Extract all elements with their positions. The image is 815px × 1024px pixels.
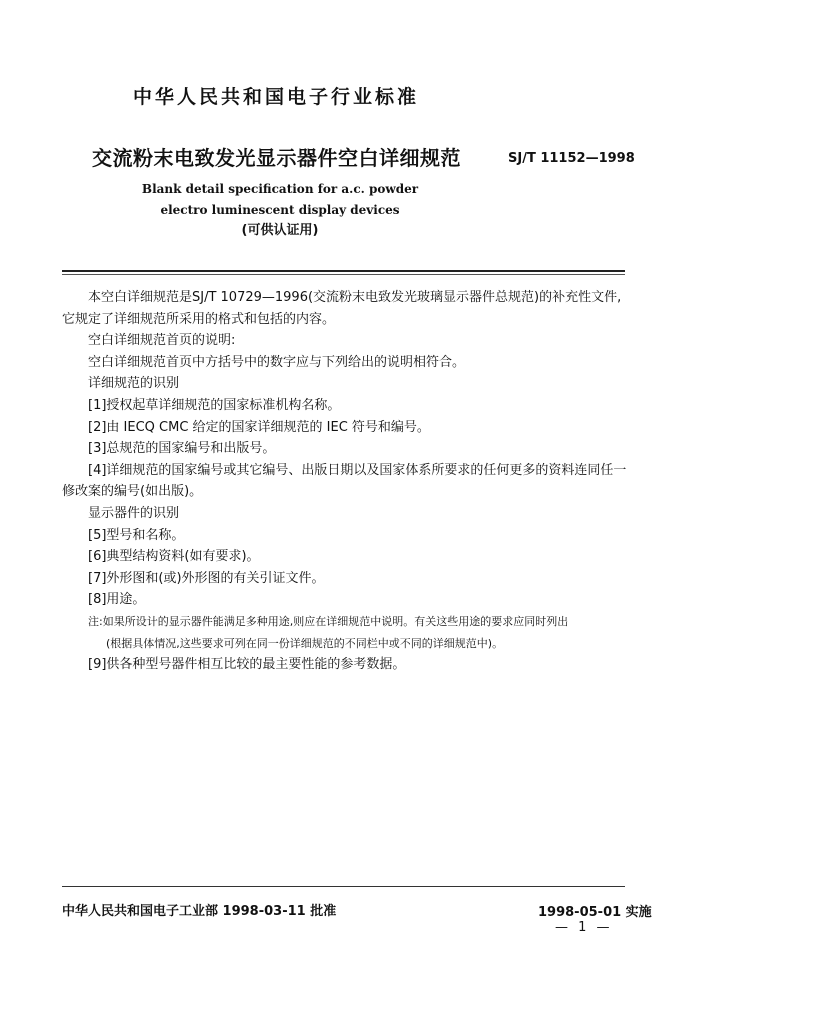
- list-item-3: [3]总规范的国家编号和出版号。: [88, 441, 276, 457]
- note-line-2: (根据具体情况,这些要求可列在同一份详细规范的不同栏中或不同的详细规范中)。: [106, 636, 504, 650]
- list-item-9: [9]供各种型号器件相互比较的最主要性能的参考数据。: [88, 657, 406, 673]
- approval-line: 中华人民共和国电子工业部 1998-03-11 批准: [62, 904, 337, 919]
- document-body: [62, 287, 632, 676]
- header-divider: [62, 270, 625, 272]
- standard-type-heading: 中华人民共和国电子行业标准: [133, 86, 420, 108]
- list-item-5: [5]型号和名称。: [88, 527, 185, 543]
- list-item-2: [2]由 IECQ CMC 给定的国家详细规范的 IEC 符号和编号。: [88, 419, 430, 435]
- section-device-identification: 显示器件的识别: [88, 505, 180, 521]
- section-spec-identification: 详细规范的识别: [88, 376, 180, 392]
- english-title-line-1: Blank detail specification for a.c. powder: [141, 182, 419, 196]
- header-divider-thin: [62, 274, 625, 275]
- footer-divider: [62, 886, 625, 887]
- intro-paragraph: 本空白详细规范是SJ/T 10729—1996(交流粉末电致发光玻璃显示器件总规范)的补充性文件,它规定了详细规范所采用的格式和包括的内容。: [62, 290, 622, 327]
- page-number: — 1 —: [555, 920, 613, 935]
- list-item-1: [1]授权起草详细规范的国家标准机构名称。: [88, 397, 341, 413]
- implementation-date: 1998-05-01 实施: [538, 905, 652, 920]
- standard-number: SJ/T 11152—1998: [508, 151, 635, 166]
- list-item-8: [8]用途。: [88, 592, 146, 608]
- list-item-7: [7]外形图和(或)外形图的有关引证文件。: [88, 570, 325, 586]
- document-title: 交流粉末电致发光显示器件空白详细规范: [92, 146, 461, 170]
- list-item-4: [4]详细规范的国家编号或其它编号、出版日期以及国家体系所要求的任何更多的资料连同任一修改案的编号(如出版)。: [62, 462, 627, 500]
- note-line-1: 注:如果所设计的显示器件能满足多种用途,则应在详细规范中说明。有关这些用途的要求应同时列出: [88, 614, 569, 628]
- certification-note: (可供认证用): [241, 223, 319, 238]
- first-page-text: 空白详细规范首页中方括号中的数字应与下列给出的说明相符合。: [88, 354, 466, 370]
- english-title-line-2: electro luminescent display devices: [160, 203, 400, 217]
- list-item-6: [6]典型结构资料(如有要求)。: [88, 549, 260, 565]
- first-page-heading: 空白详细规范首页的说明:: [88, 333, 236, 349]
